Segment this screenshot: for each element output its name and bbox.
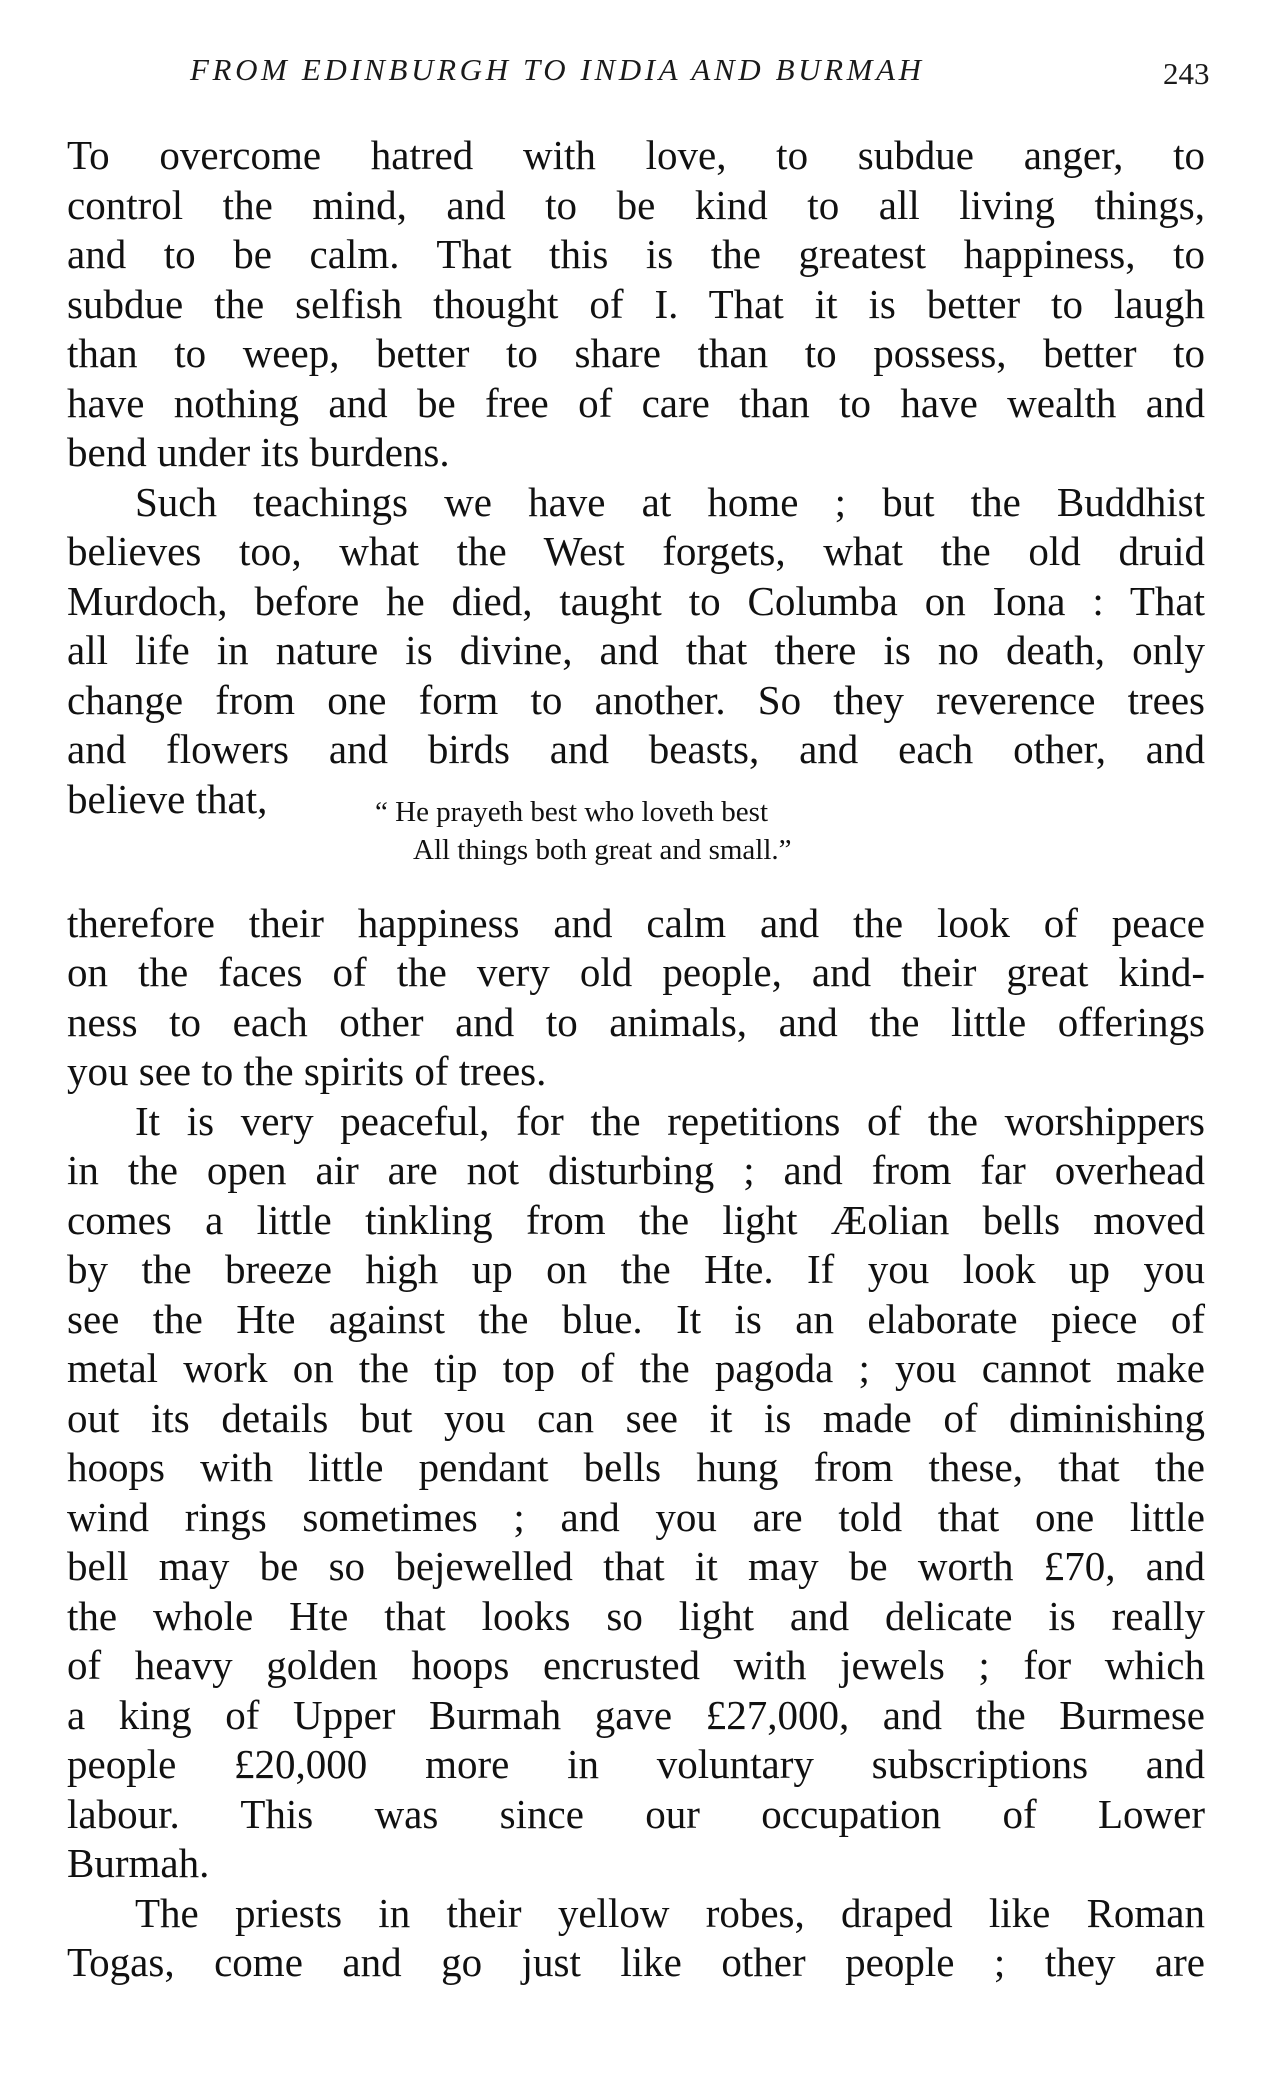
body-text (67, 131, 1205, 1988)
text-line: have nothing and be free of care than to have wealth and (67, 379, 1205, 426)
text-line: change from one form to another. So they reverence trees (67, 676, 1205, 723)
text-line: ness to each other and to animals, and the little offerings (67, 998, 1205, 1045)
verse-line: “ He prayeth best who loveth best (375, 795, 769, 828)
verse-quotation (375, 793, 792, 869)
paragraph-priests (67, 1889, 1205, 1988)
verse-lead-in: believe that, (67, 775, 268, 822)
text-line: To overcome hatred with love, to subdue anger, to (67, 132, 1205, 178)
text-line: and to be calm. That this is the greatest happiness, to (67, 231, 1205, 277)
paragraph-very-peaceful (67, 1097, 1205, 1889)
text-line: on the faces of the very old people, and their great kind- (67, 949, 1205, 995)
text-line: you see to the spirits of trees. (67, 1048, 547, 1094)
text-line: subdue the selfish thought of I. That it is better to laugh (67, 280, 1205, 327)
text-line: control the mind, and to be kind to all living things, (67, 181, 1205, 228)
text-line: hoops with little pendant bells hung from these, that the (67, 1444, 1205, 1490)
text-line: It is very peaceful, for the repetitions of the worshippers (135, 1097, 1205, 1144)
paragraph-such-teachings (67, 478, 1205, 1097)
text-line: The priests in their yellow robes, draped like Roman (135, 1889, 1205, 1936)
text-line: labour. This was since our occupation of Lower (67, 1790, 1205, 1837)
text-line: out its details but you can see it is made of diminishing (67, 1394, 1205, 1441)
text-line: see the Hte against the blue. It is an elaborate piece of (67, 1295, 1205, 1342)
text-line: by the breeze high up on the Hte. If you look up you (67, 1246, 1205, 1292)
text-line: all life in nature is divine, and that there is no death, only (67, 627, 1205, 673)
text-line: believes too, what the West forgets, what the old druid (67, 528, 1205, 574)
paragraph-overcome-hatred (67, 131, 1205, 478)
text-line: Such teachings we have at home ; but the Buddhist (135, 478, 1205, 525)
text-line: of heavy golden hoops encrusted with jewels ; for which (67, 1642, 1205, 1688)
text-line: bell may be so bejewelled that it may be worth £70, and (67, 1543, 1205, 1589)
text-line: bend under its burdens. (67, 429, 450, 475)
text-line: therefore their happiness and calm and the look of peace (67, 899, 1205, 946)
text-line: wind rings sometimes ; and you are told that one little (67, 1493, 1205, 1540)
text-line: Togas, come and go just like other people ; they are (67, 1939, 1205, 1985)
text-line: comes a little tinkling from the light Æolian bells moved (67, 1196, 1205, 1243)
text-line: Murdoch, before he died, taught to Columba on Iona : That (67, 577, 1205, 624)
verse-line: All things both great and small.” (413, 833, 792, 866)
text-line: than to weep, better to share than to possess, better to (67, 330, 1205, 376)
running-title: FROM EDINBURGH TO INDIA AND BURMAH (190, 52, 925, 87)
verse-block (67, 775, 1205, 899)
text-line: in the open air are not disturbing ; and from far overhead (67, 1147, 1205, 1193)
text-line: Burmah. (67, 1840, 210, 1886)
text-line: metal work on the tip top of the pagoda ; you cannot make (67, 1345, 1205, 1391)
text-line: and flowers and birds and beasts, and each other, and (67, 726, 1205, 772)
text-line: people £20,000 more in voluntary subscriptions and (67, 1741, 1205, 1787)
page-number: 243 (1163, 56, 1210, 91)
text-line: a king of Upper Burmah gave £27,000, and the Burmese (67, 1691, 1205, 1738)
text-line: the whole Hte that looks so light and delicate is really (67, 1592, 1205, 1639)
